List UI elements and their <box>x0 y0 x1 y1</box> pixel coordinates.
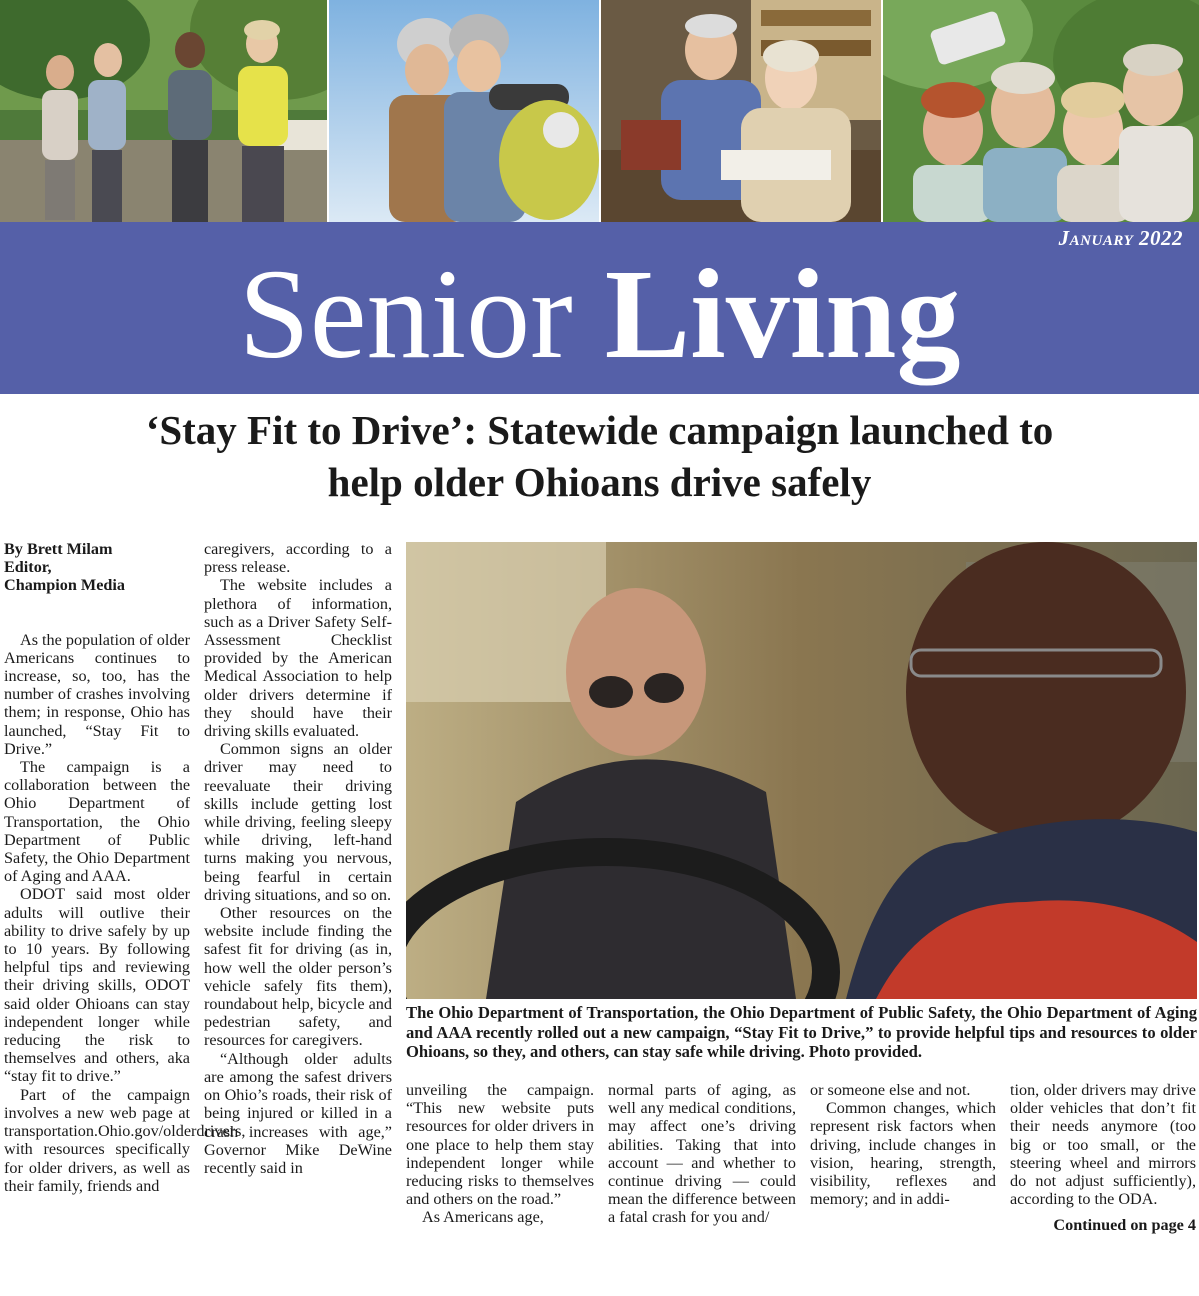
paragraph: As Americans age, <box>422 1208 544 1227</box>
paragraph: As the population of older Americans continues to increase, so, too, has the number of crashes involving them; in response, Ohio has launched, “Stay Fit to Drive.” <box>4 630 190 758</box>
article-column-2 <box>204 540 392 1177</box>
headline-line-1: ‘Stay Fit to Drive’: Statewide campaign launched to <box>145 407 1054 453</box>
publication-title <box>0 244 1199 384</box>
paragraph: Part of the campaign involves a new web page at transportation.Ohio.gov/olderdrivers, with resources specifically for older drivers, as well as their family, friends and <box>4 1085 246 1195</box>
byline-author: By Brett Milam <box>4 540 113 558</box>
walking-women-photo <box>0 0 327 222</box>
paragraph: tion, older drivers may drive older vehicles that don’t fit their needs anymore (too big or too small, or the steering wheel and mirrors do not adjust sufficiently), according to the ODA. <box>1010 1081 1196 1209</box>
continued-on-page-link[interactable]: Continued on page 4 <box>1053 1216 1196 1235</box>
paragraph: ODOT said most older adults will outlive their ability to drive safely by up to 10 years. By following helpful tips and reviewing their driving skills, ODOT said older Ohioans can stay independent longer while reducing the risk to themselves and others, aka “stay fit to drive.” <box>4 885 190 1086</box>
header-photo-strip <box>0 0 1199 222</box>
article-column-6 <box>1010 1081 1196 1235</box>
article-column-3 <box>406 1081 594 1227</box>
photo-caption: The Ohio Department of Transportation, the Ohio Department of Public Safety, the Ohio Department of Aging and AAA recently rolled out a new campaign, “Stay Fit to Drive,” to provide helpful tips and resources to older Ohioans, so they, and others, can stay safe while driving. Photo provided. <box>406 1003 1197 1061</box>
publication-title-part1: Senior <box>238 243 573 385</box>
article-column-1 <box>4 540 246 1195</box>
paragraph: Other resources on the website include finding the safest fit for driving (as in, how well the older person’s vehicle safely fits them), roundabout help, bicycle and pedestrian safety, and resources for caregivers. <box>204 904 392 1050</box>
paragraph: caregivers, according to a press release. <box>204 540 392 577</box>
paragraph: unveiling the campaign. “This new website puts resources for older drivers in one place to help them stay independent longer while reducing risks to themselves and others on the road.” <box>406 1081 594 1209</box>
scooter-couple-photo <box>329 0 599 222</box>
selfie-group-photo <box>883 0 1199 222</box>
reading-couple-photo <box>601 0 881 222</box>
paragraph: The campaign is a collaboration between the Ohio Department of Transportation, the Ohio Department of Public Safety, the Ohio Department of Aging and AAA. <box>4 758 190 886</box>
paragraph: “Although older adults are among the safest drivers on Ohio’s roads, their risk of being injured or killed in a crash increases with age,” Governor Mike DeWine recently said in <box>204 1049 392 1177</box>
drivers-in-car-photo <box>406 542 1197 999</box>
paragraph: Common changes, which represent risk factors when driving, include changes in vision, hearing, strength, visibility, reflexes and memory; and in addi- <box>810 1099 996 1209</box>
paragraph: The website includes a plethora of information, such as a Driver Safety Self-Assessment Checklist provided by the American Medical Association to help older drivers determine if they should have their driving skills evaluated. <box>204 576 392 741</box>
byline <box>4 540 190 595</box>
article-column-5 <box>810 1081 996 1208</box>
byline-role: Editor, <box>4 558 52 577</box>
headline-line-2: help older Ohioans drive safely <box>327 459 872 505</box>
article-column-4 <box>608 1081 796 1227</box>
paragraph: or someone else and not. <box>810 1081 971 1099</box>
paragraph: normal parts of aging, as well any medical conditions, may affect one’s driving abilities. Taking that into account — and whether to continue driving — could mean the difference between a fatal crash for you and/ <box>608 1081 796 1227</box>
byline-org: Champion Media <box>4 576 125 595</box>
masthead-banner <box>0 222 1199 394</box>
issue-date: January 2022 <box>1058 226 1183 250</box>
article-headline <box>0 404 1199 508</box>
publication-title-part2: Living <box>604 243 961 385</box>
paragraph: Common signs an older driver may need to reevaluate their driving skills include getting lost while driving, feeling sleepy while driving, left-hand turns making you nervous, being fearful in certain driving situations, and so on. <box>204 740 392 904</box>
